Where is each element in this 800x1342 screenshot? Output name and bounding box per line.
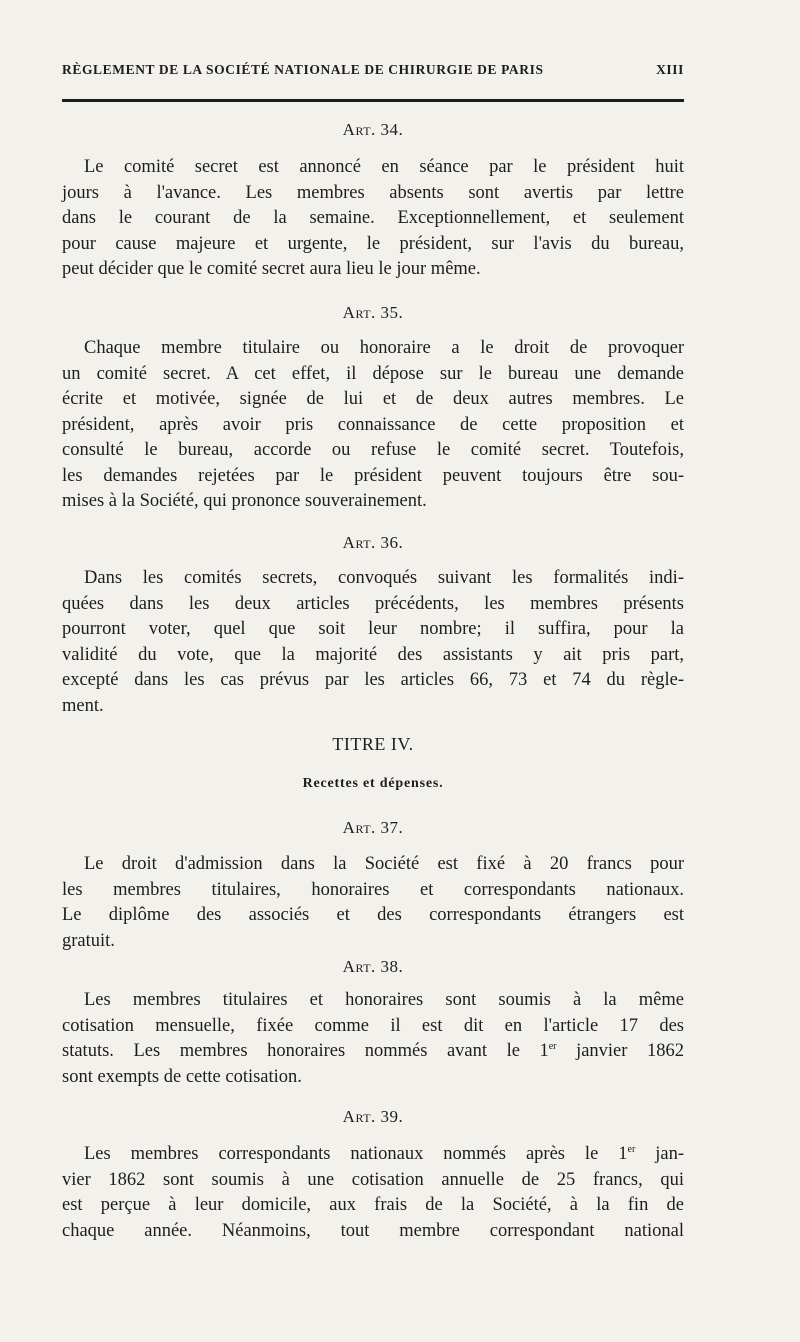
text-line: jours à l'avance. Les membres absents sont avertis par lettre: [62, 182, 684, 203]
text-line: président, après avoir pris connaissance de cette proposition et: [62, 414, 684, 435]
text-line: excepté dans les cas prévus par les articles 66, 73 et 74 du règle-: [62, 670, 684, 690]
page-number: XIII: [656, 62, 684, 77]
text-line: chaque année. Néanmoins, tout membre correspondant national: [62, 1220, 684, 1241]
text-line: est perçue à leur domicile, aux frais de la Société, à la fin de: [62, 1195, 684, 1215]
header-rule: [62, 99, 684, 102]
text-line: Dans les comités secrets, convoqués suivant les formalités indi-: [84, 568, 684, 588]
text-line: un comité secret. A cet effet, il dépose sur le bureau une demande: [62, 363, 684, 384]
text-line: [62, 1142, 684, 1168]
text-line: ment.: [62, 695, 104, 716]
text-segment: janvier 1862: [556, 1041, 684, 1061]
article-39-heading: Art. 39.: [342, 1107, 404, 1126]
running-header: [62, 62, 684, 78]
superscript: er: [548, 1041, 557, 1052]
text-line: vier 1862 sont soumis à une cotisation annuelle de 25 francs, qui: [62, 1169, 684, 1190]
text-line: gratuit.: [62, 930, 115, 951]
text-segment: Les membres correspondants nationaux nommés après le 1: [84, 1144, 628, 1164]
text-line: écrite et motivée, signée de lui et de deux autres membres. Le: [62, 389, 684, 409]
text-line: cotisation mensuelle, fixée comme il est dit en l'article 17 des: [62, 1015, 684, 1036]
text-line: quées dans les deux articles précédents, les membres présents: [62, 593, 684, 614]
article-35-heading: Art. 35.: [342, 303, 404, 322]
text-segment: jan-: [635, 1144, 684, 1164]
article-35-text: [62, 336, 684, 515]
running-title: RÈGLEMENT DE LA SOCIÉTÉ NATIONALE DE CHIRURGIE DE PARIS: [62, 62, 544, 77]
text-line: pourront voter, quel que soit leur nombre; il suffira, pour la: [62, 619, 684, 639]
text-line: les membres titulaires, honoraires et correspondants nationaux.: [62, 879, 684, 900]
text-line: Chaque membre titulaire ou honoraire a le droit de provoquer: [84, 338, 684, 358]
text-line: Le diplôme des associés et des correspondants étrangers est: [62, 905, 684, 925]
text-line: validité du vote, que la majorité des assistants y ait pris part,: [62, 644, 684, 665]
text-line: sont exempts de cette cotisation.: [62, 1066, 302, 1087]
text-line: peut décider que le comité secret aura lieu le jour même.: [62, 259, 481, 279]
section-title: TITRE IV.: [332, 734, 414, 754]
text-line: Les membres titulaires et honoraires sont soumis à la même: [84, 990, 684, 1010]
article-34-heading: Art. 34.: [342, 120, 404, 139]
text-line: mises à la Société, qui prononce souverainement.: [62, 491, 427, 511]
text-line: pour cause majeure et urgente, le président, sur l'avis du bureau,: [62, 233, 684, 254]
article-36-heading: Art. 36.: [342, 533, 404, 552]
text-line: Le droit d'admission dans la Société est fixé à 20 francs pour: [84, 854, 684, 874]
text-line: [62, 1039, 684, 1065]
article-38-text: [62, 988, 684, 1090]
text-line: dans le courant de la semaine. Exceptionnellement, et seulement: [62, 208, 684, 228]
text-line: consulté le bureau, accorde ou refuse le comité secret. Toutefois,: [62, 440, 684, 460]
superscript: er: [627, 1144, 636, 1155]
article-34-text: [62, 155, 684, 283]
article-37-heading: Art. 37.: [342, 818, 404, 837]
article-36-text: [62, 566, 684, 719]
text-segment: statuts. Les membres honoraires nommés avant le 1: [62, 1041, 549, 1061]
article-39-text: [62, 1142, 684, 1244]
article-38-heading: Art. 38.: [342, 957, 404, 976]
article-37-text: [62, 852, 684, 954]
text-line: les demandes rejetées par le président peuvent toujours être sou-: [62, 465, 684, 486]
text-line: Le comité secret est annoncé en séance par le président huit: [84, 157, 684, 177]
section-subtitle: Recettes et dépenses.: [302, 776, 444, 791]
